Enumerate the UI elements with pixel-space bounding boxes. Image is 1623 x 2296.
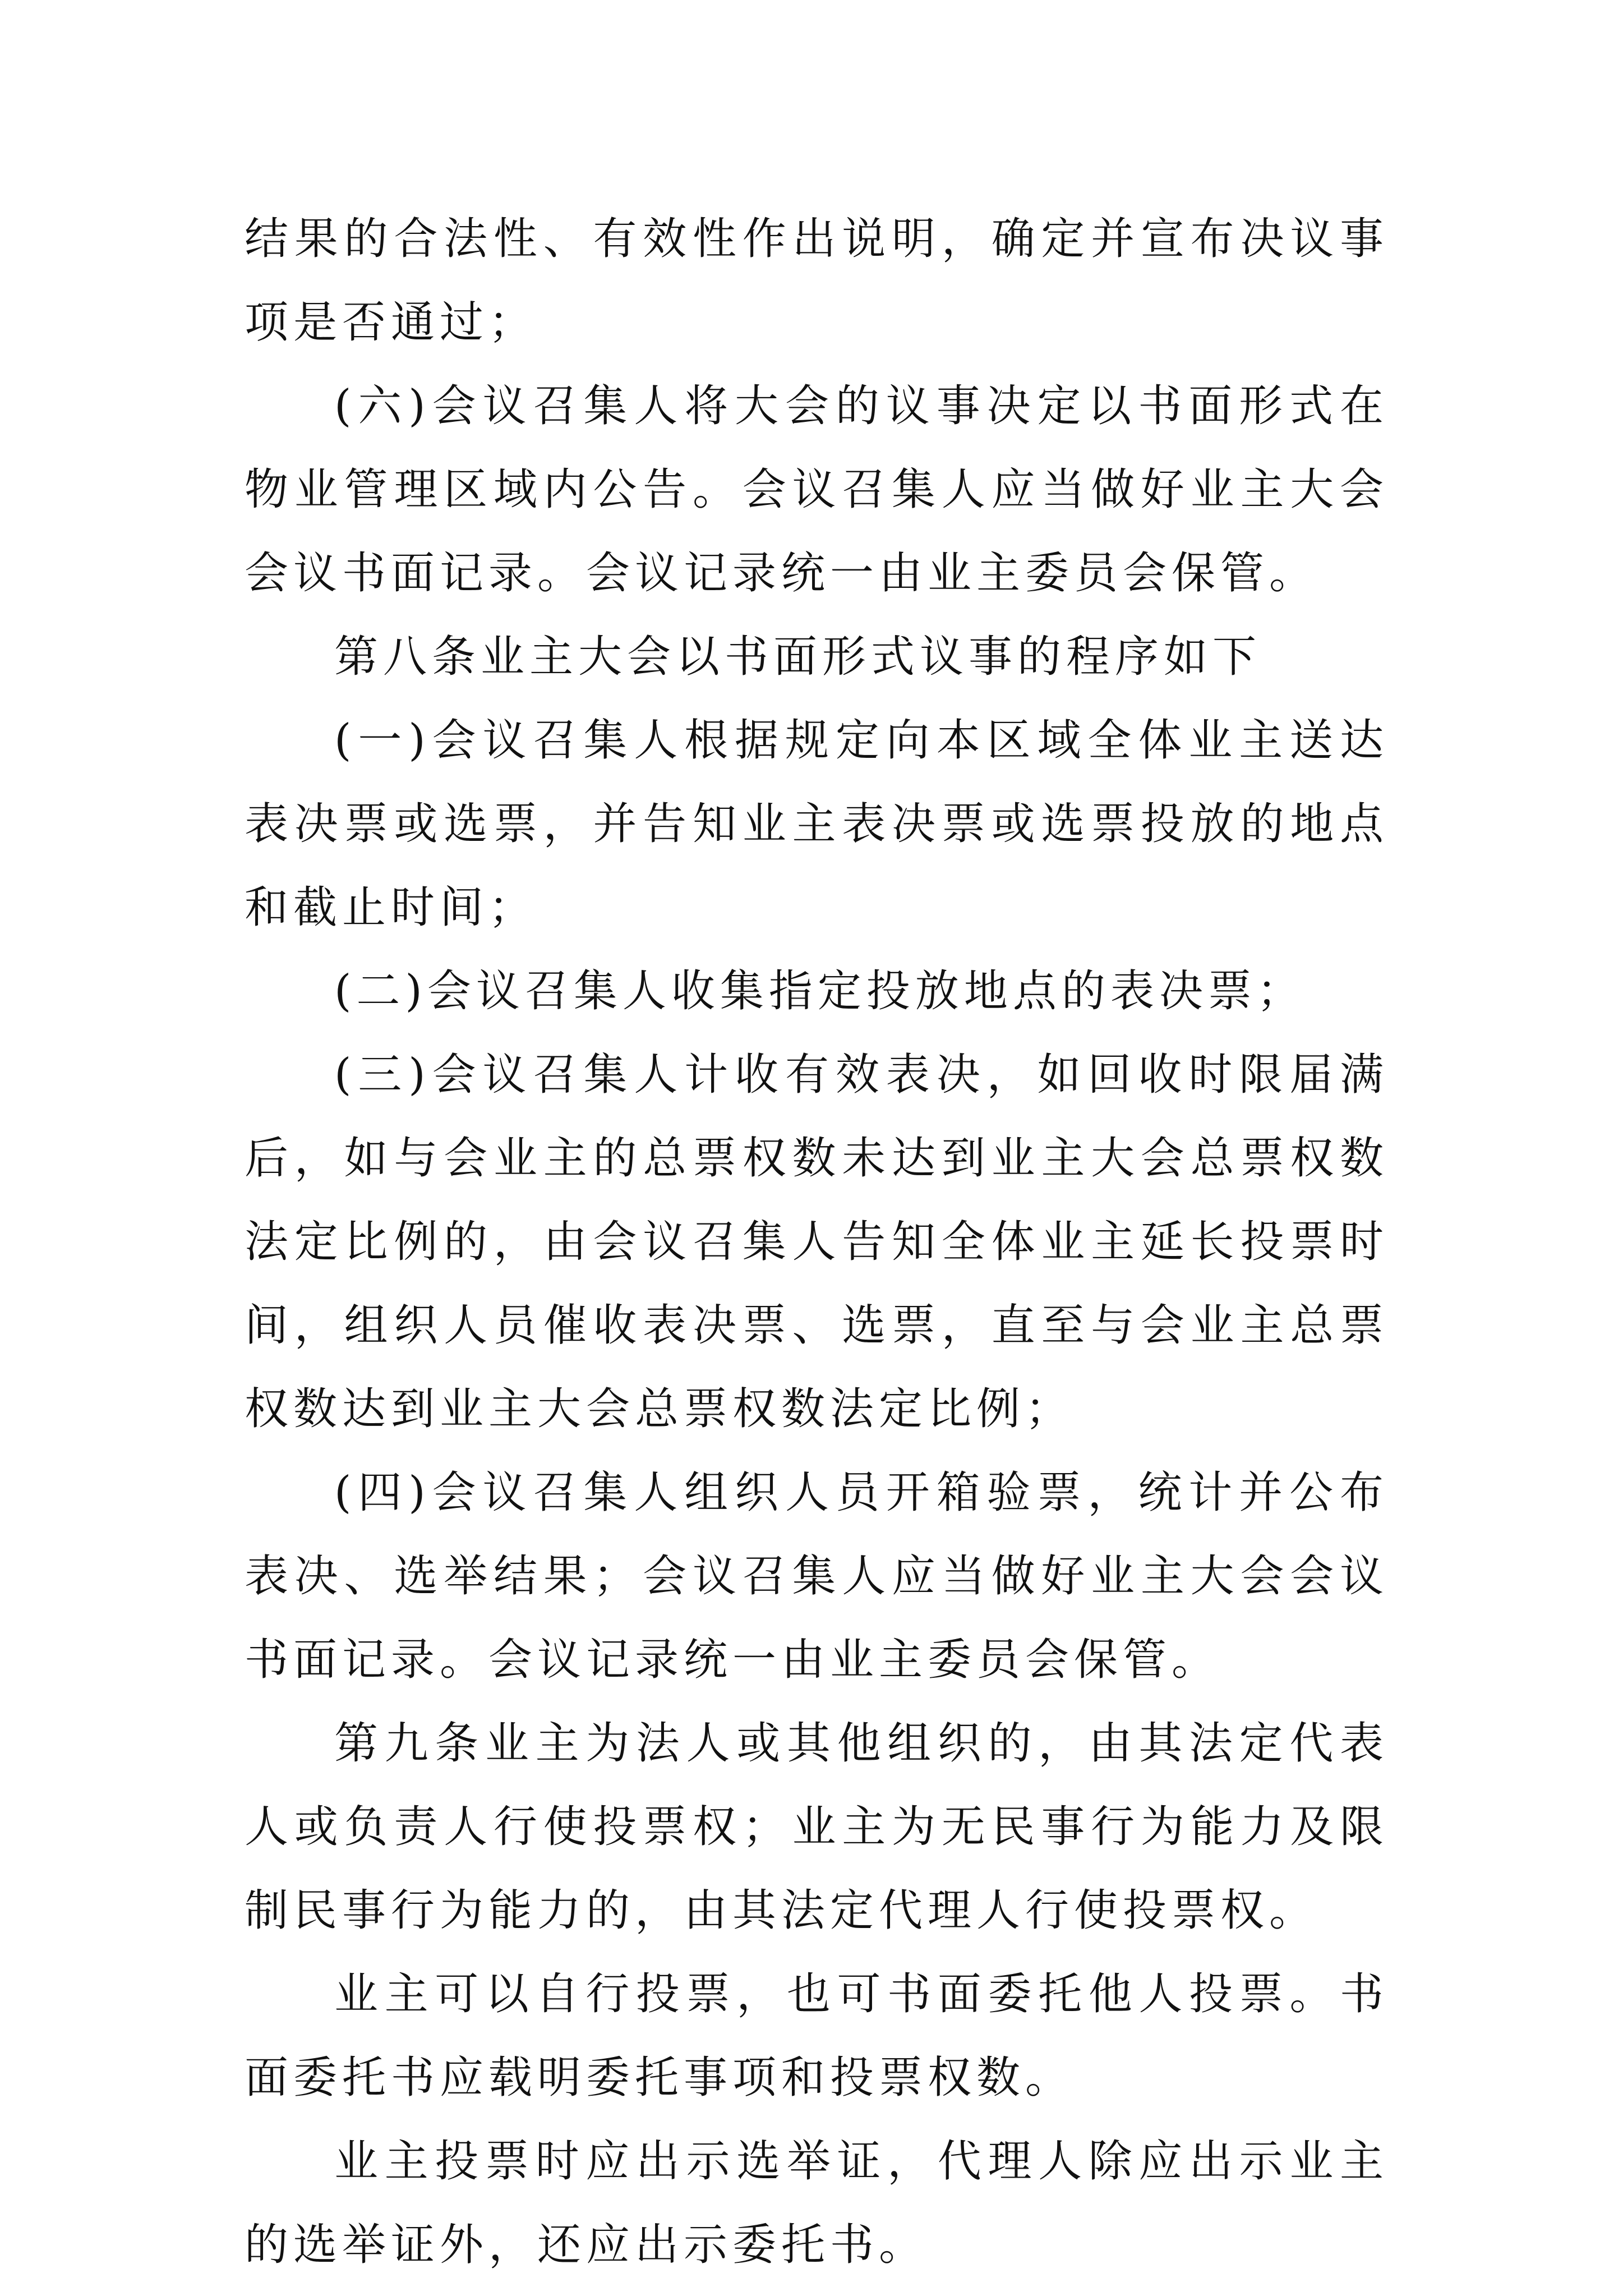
paragraph-item-4: (四)会议召集人组织人员开箱验票，统计并公布表决、选举结果；会议召集人应当做好业主大会会议书面记录。会议记录统一由业主委员会保管。 [245, 1467, 1389, 1685]
paragraph-article-8: 第八条业主大会以书面形式议事的程序如下 [334, 632, 1262, 682]
paragraph-item-3: (三)会议召集人计收有效表决，如回收时限届满后，如与会业主的总票权数未达到业主大会总票权数法定比例的，由会议召集人告知全体业主延长投票时间，组织人员催收表决票、选票，直至与会业主总票权数达到业主大会总票权数法定比例； [245, 1050, 1389, 1434]
paragraph-voting-certificate: 业主投票时应出示选举证，代理人除应出示业主的选举证外，还应出示委托书。 [245, 2136, 1389, 2270]
paragraph-article-9: 第九条业主为法人或其他组织的，由其法定代表人或负责人行使投票权；业主为无民事行为能力及限制民事行为能力的，由其法定代理人行使投票权。 [245, 1718, 1389, 1936]
document-body [245, 197, 1389, 2287]
paragraph-continuation: 结果的合法性、有效性作出说明，确定并宣布决议事项是否通过； [245, 214, 1389, 348]
paragraph-item-2: (二)会议召集人收集指定投放地点的表决票； [334, 966, 1306, 1016]
paragraph-proxy-voting: 业主可以自行投票，也可书面委托他人投票。书面委托书应载明委托事项和投票权数。 [245, 1969, 1389, 2103]
paragraph-item-1: (一)会议召集人根据规定向本区域全体业主送达表决票或选票，并告知业主表决票或选票投放的地点和截止时间； [245, 715, 1389, 933]
paragraph-item-6: (六)会议召集人将大会的议事决定以书面形式在物业管理区域内公告。会议召集人应当做好业主大会会议书面记录。会议记录统一由业主委员会保管。 [245, 381, 1389, 599]
